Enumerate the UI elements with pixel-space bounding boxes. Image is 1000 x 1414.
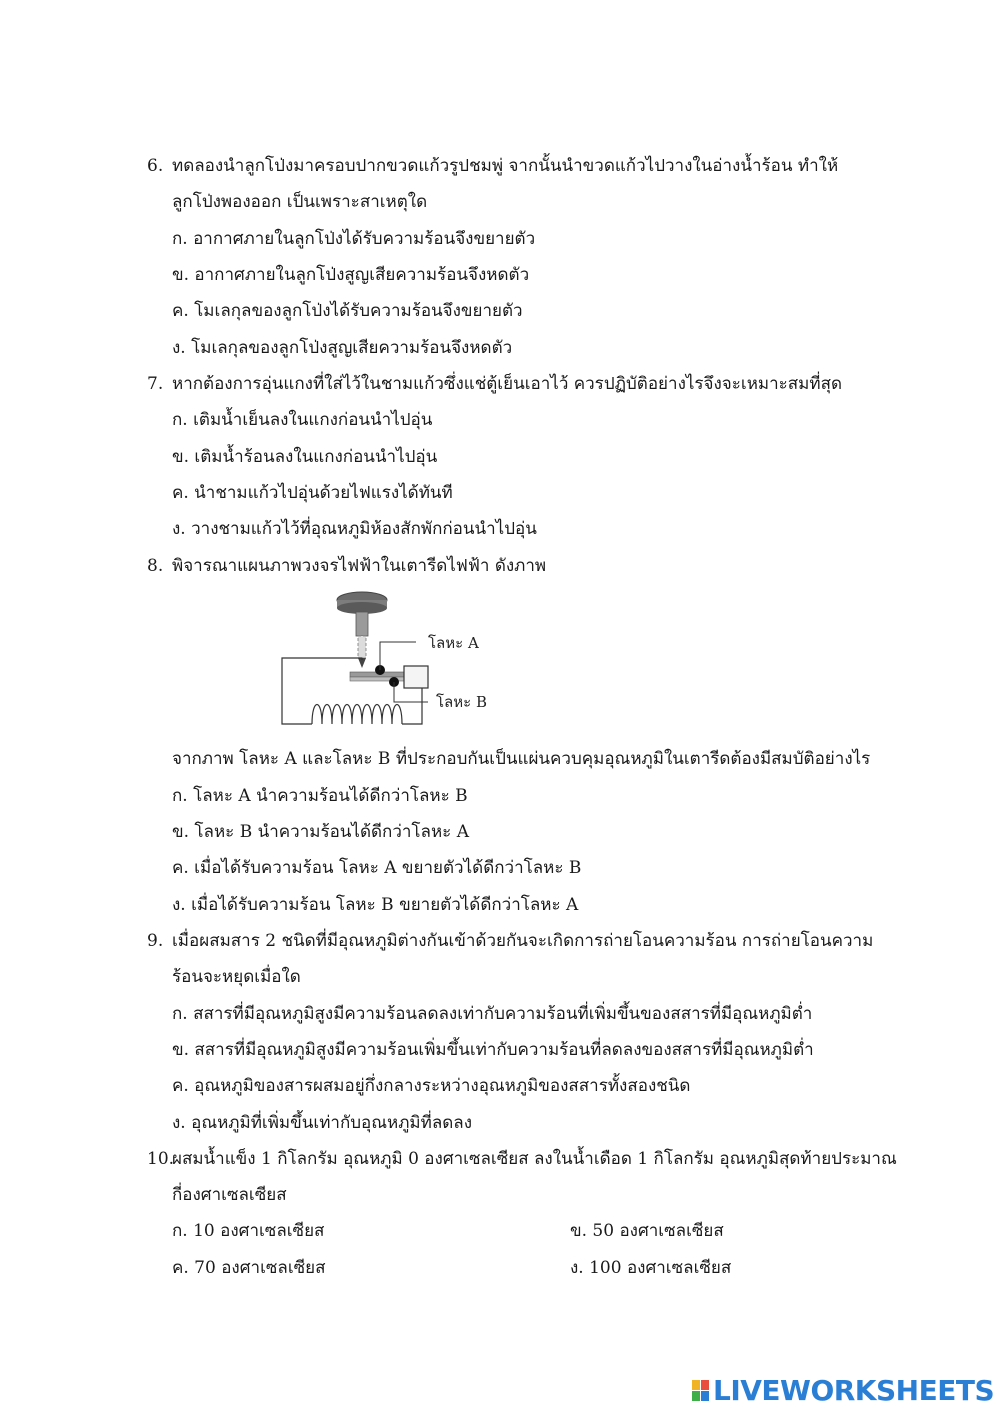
question-stem: กี่องศาเซลเซียส bbox=[172, 1185, 287, 1205]
answer-option[interactable]: ง. 100 องศาเซลเซียส bbox=[570, 1258, 732, 1278]
question-stem: พิจารณาแผนภาพวงจรไฟฟ้าในเตารีดไฟฟ้า ดังภาพ bbox=[172, 556, 547, 576]
question-stem: ลูกโป่งพองออก เป็นเพราะสาเหตุใด bbox=[172, 192, 428, 212]
answer-option[interactable]: ข. สสารที่มีอุณหภูมิสูงมีความร้อนเพิ่มขึ้นเท่ากับความร้อนที่ลดลงของสสารที่มีอุณหภูมิต่ำ bbox=[172, 1040, 814, 1060]
iron-circuit-diagram bbox=[276, 586, 506, 731]
answer-option[interactable]: ข. โลหะ B นำความร้อนได้ดีกว่าโลหะ A bbox=[172, 822, 469, 842]
answer-option[interactable]: ค. นำชามแก้วไปอุ่นด้วยไฟแรงได้ทันที bbox=[172, 483, 453, 503]
answer-option[interactable]: ค. 70 องศาเซลเซียส bbox=[172, 1258, 326, 1278]
question-stem: หากต้องการอุ่นแกงที่ใส่ไว้ในชามแก้วซึ่งแช่ตู้เย็นเอาไว้ ควรปฏิบัติอย่างไรจึงจะเหมาะสมที่สุด bbox=[172, 374, 843, 394]
question-stem: เมื่อผสมสาร 2 ชนิดที่มีอุณหภูมิต่างกันเข้าด้วยกันจะเกิดการถ่ายโอนความร้อน การถ่ายโอนความ bbox=[172, 931, 874, 951]
answer-option[interactable]: ก. เติมน้ำเย็นลงในแกงก่อนนำไปอุ่น bbox=[172, 410, 433, 430]
answer-option[interactable]: ข. เติมน้ำร้อนลงในแกงก่อนนำไปอุ่น bbox=[172, 447, 438, 467]
screw-shaft bbox=[356, 612, 368, 636]
answer-option[interactable]: ง. วางชามแก้วไว้ที่อุณหภูมิห้องสักพักก่อนนำไปอุ่น bbox=[172, 519, 537, 539]
heating-coil bbox=[312, 705, 402, 725]
liveworksheets-logo-icon bbox=[692, 1380, 710, 1402]
question-stem: จากภาพ โลหะ A และโลหะ B ที่ประกอบกันเป็นแผ่นควบคุมอุณหภูมิในเตารีดต้องมีสมบัติอย่างไร bbox=[172, 749, 871, 769]
liveworksheets-brand bbox=[692, 1376, 994, 1406]
answer-option[interactable]: ค. โมเลกุลของลูกโป่งได้รับความร้อนจึงขยายตัว bbox=[172, 301, 523, 321]
answer-option[interactable]: ก. อากาศภายในลูกโป่งได้รับความร้อนจึงขยายตัว bbox=[172, 229, 536, 249]
question-number: 8. bbox=[147, 556, 164, 576]
question-stem: ผสมน้ำแข็ง 1 กิโลกรัม อุณหภูมิ 0 องศาเซลเซียส ลงในน้ำเดือด 1 กิโลกรัม อุณหภูมิสุดท้ายประมาณ bbox=[172, 1149, 897, 1169]
answer-option[interactable]: ก. สสารที่มีอุณหภูมิสูงมีความร้อนลดลงเท่ากับความร้อนที่เพิ่มขึ้นของสสารที่มีอุณหภูมิต่ำ bbox=[172, 1004, 813, 1024]
answer-option[interactable]: ก. โลหะ A นำความร้อนได้ดีกว่าโลหะ B bbox=[172, 786, 468, 806]
answer-option[interactable]: ง. โมเลกุลของลูกโป่งสูญเสียความร้อนจึงหดตัว bbox=[172, 338, 513, 358]
answer-option[interactable]: ค. อุณหภูมิของสารผสมอยู่กึ่งกลางระหว่างอุณหภูมิของสสารทั้งสองชนิด bbox=[172, 1076, 691, 1096]
answer-option[interactable]: ข. อากาศภายในลูกโป่งสูญเสียความร้อนจึงหดตัว bbox=[172, 265, 530, 285]
question-number: 10. bbox=[147, 1149, 175, 1169]
answer-option[interactable]: ค. เมื่อได้รับความร้อน โลหะ A ขยายตัวได้ดีกว่าโลหะ B bbox=[172, 858, 582, 878]
answer-option[interactable]: ก. 10 องศาเซลเซียส bbox=[172, 1221, 325, 1241]
answer-option[interactable]: ข. 50 องศาเซลเซียส bbox=[570, 1221, 724, 1241]
contact-block bbox=[404, 666, 428, 688]
label-metal-b: โลหะ B bbox=[436, 693, 487, 711]
question-stem: ทดลองนำลูกโป่งมาครอบปากขวดแก้วรูปชมพู่ จากนั้นนำขวดแก้วไปวางในอ่างน้ำร้อน ทำให้ bbox=[172, 156, 839, 176]
question-number: 7. bbox=[147, 374, 164, 394]
answer-option[interactable]: ง. เมื่อได้รับความร้อน โลหะ B ขยายตัวได้ดีกว่าโลหะ A bbox=[172, 895, 579, 915]
question-stem: ร้อนจะหยุดเมื่อใด bbox=[172, 967, 301, 987]
question-number: 9. bbox=[147, 931, 164, 951]
brand-wordmark: LIVEWORKSHEETS bbox=[713, 1374, 995, 1407]
question-number: 6. bbox=[147, 156, 164, 176]
label-metal-a: โลหะ A bbox=[428, 634, 479, 652]
answer-option[interactable]: ง. อุณหภูมิที่เพิ่มขึ้นเท่ากับอุณหภูมิที่ลดลง bbox=[172, 1113, 473, 1133]
